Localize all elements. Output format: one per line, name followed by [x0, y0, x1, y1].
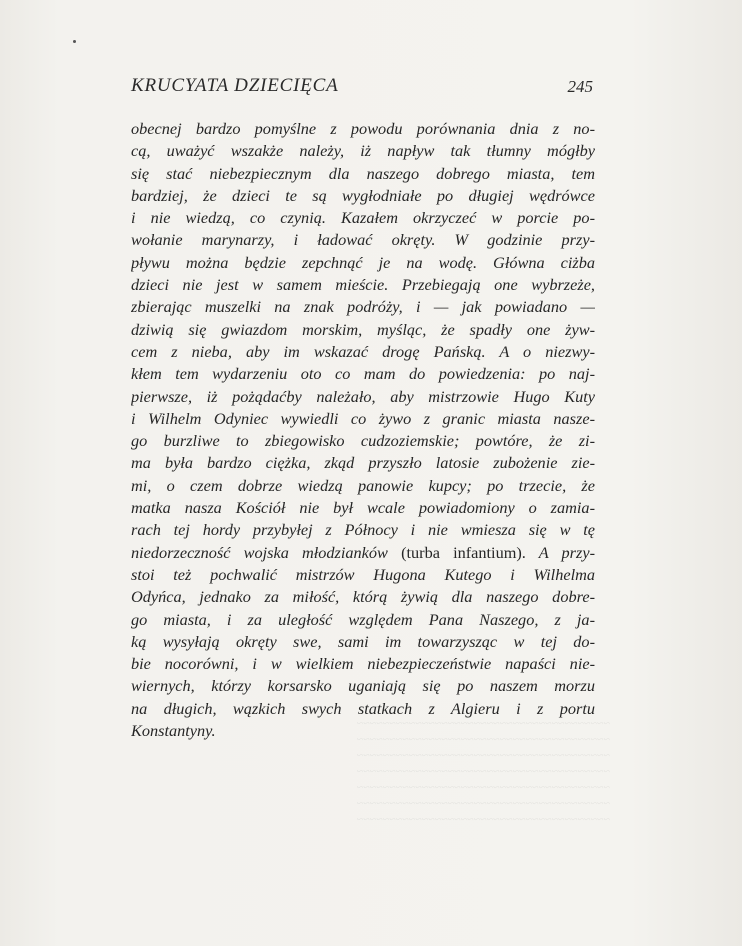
- text-line-tail: A przy-: [538, 542, 595, 562]
- text-line: wiernych, którzy korsarsko uganiają się po naszem morzu: [131, 676, 595, 696]
- text-line: Odyńca, jednako za miłość, którą żywią dla naszego dobre-: [131, 587, 595, 607]
- text-line: na długich, wązkich swych statkach z Algieru i z portu: [131, 698, 595, 718]
- text-line: obecnej bardzo pomyślne z powodu porównania dnia z no-: [131, 119, 595, 138]
- running-title: KRUCYATA DZIECIĘCA: [131, 75, 339, 96]
- text-line: ma była bardzo ciężka, zkąd przyszło latosie zubożenie zie-: [131, 453, 595, 473]
- page-number: 245: [567, 77, 593, 96]
- text-line: stoi też pochwalić mistrzów Hugona Kutego i Wilhelma: [131, 564, 595, 584]
- text-line: mi, o czem dobrze wiedzą panowie kupcy; po trzecie, że: [131, 475, 595, 495]
- text-line: matka nasza Kościół nie był wcale powiadomiony o zamia-: [131, 498, 595, 518]
- text-line: zbierając muszelki na znak podróży, i — jak powiadano —: [131, 297, 595, 317]
- show-through-texture: ~~~~~~~~~~~~~~~~~~~~~~~~~~~~~~~~~~~~~~~ ~~~~~~~~~~~~~~~~~~~~~~~~~~~~~~~~~~~~~~~ ~~~~~~~~~~~~~~~~~~~~~~~~~~~~~~~~~~~~~~~ ~~~~~~~~~~~~~~~~~~~~~~~~~~~~~~~~~~~~~~~ ~~~~~~~~~~~~~~~~~~~~~~~~~~~~~~~~~~~~~~~ ~~~~~~~~~~~~~~~~~~~~~~~~~~~~~~~~~~~~~~~ ~~~~~~~~~~~~~~~~~~~~~~~~~~~~~~~~~~~~~~~: [356, 716, 610, 826]
- text-line: dziwią się gwiazdom morskim, myśląc, że spadły one żyw-: [131, 319, 595, 339]
- text-line: go miasta, i za uległość względem Pana Naszego, z ja-: [131, 609, 595, 629]
- running-head: [131, 75, 595, 99]
- text-line: się stać niebezpiecznym dla naszego dobrego miasta, tem: [131, 163, 595, 183]
- text-line: kłem tem wydarzeniu oto co mam do powiedzenia: po naj-: [131, 364, 595, 384]
- text-line: pływu można będzie zepchnąć je na wodę. Główna ciżba: [131, 252, 595, 272]
- text-line: bie nocorówni, i w wielkiem niebezpieczeństwie napaści nie-: [131, 654, 595, 674]
- text-line: i Wilhelm Odyniec wywiedli co żywo z granic miasta nasze-: [131, 408, 595, 428]
- body-text: [131, 118, 595, 742]
- text-line: cem z nieba, aby im wskazać drogę Pańską. A o niezwy-: [131, 341, 595, 361]
- text-line-lead: niedorzeczność wojska młodzianków: [131, 542, 388, 562]
- text-line: ką wysyłają okręty swe, sami im towarzysząc w tej do-: [131, 631, 595, 651]
- text-line: bardziej, że dzieci te są wygłodniałe po długiej wędrówce: [131, 185, 595, 205]
- text-line-latin: [131, 542, 595, 564]
- ink-speck: [73, 40, 76, 43]
- text-line: pierwsze, iż pożądaćby należało, aby mistrzowie Hugo Kuty: [131, 386, 595, 406]
- latin-phrase: (turba infantium).: [401, 542, 526, 562]
- text-line: wołanie marynarzy, i ładować okręty. W godzinie przy-: [131, 230, 595, 250]
- text-line: rach tej hordy przybyłej z Północy i nie wmiesza się w tę: [131, 520, 595, 540]
- text-line: go burzliwe to zbiegowisko cudzoziemskie; powtóre, że zi-: [131, 431, 595, 451]
- text-line: cą, uważyć wszakże należy, iż napływ tak tłumny mógłby: [131, 141, 595, 161]
- text-line: dzieci nie jest w samem mieście. Przebiegają one wybrzeże,: [131, 275, 595, 295]
- text-line: Konstantyny.: [131, 721, 216, 741]
- text-line: i nie wiedzą, co czynią. Kazałem okrzyczeć w porcie po-: [131, 208, 595, 228]
